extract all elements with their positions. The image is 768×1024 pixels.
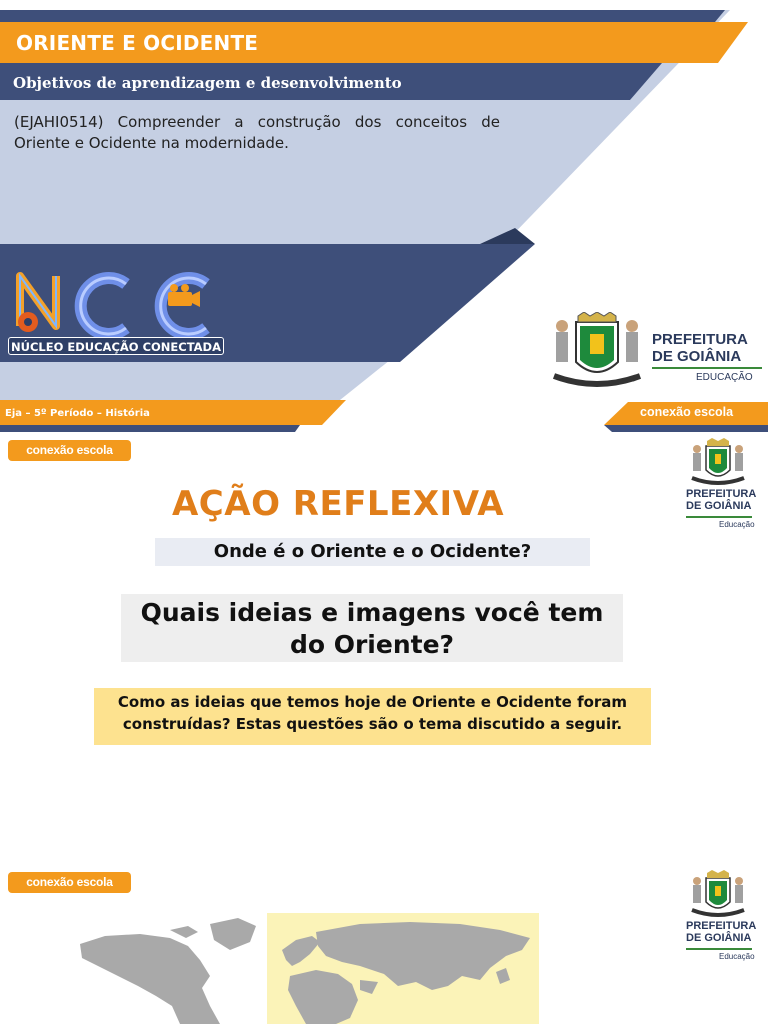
conexao-escola-logo: conexão escola xyxy=(8,872,131,893)
learning-objective: (EJAHI0514) Compreender a construção dos conceitos de Oriente e Ocidente na modernidade. xyxy=(14,113,500,152)
prefeitura-logo xyxy=(686,438,766,528)
ncc-logo-label: NÚCLEO EDUCAÇÃO CONECTADA xyxy=(8,337,224,355)
goiania-coat-of-arms-icon xyxy=(688,438,748,486)
goiania-coat-of-arms-icon xyxy=(688,870,748,918)
reflection-slide xyxy=(0,432,768,864)
prefeitura-subtitle: EDUCAÇÃO xyxy=(696,372,753,383)
goiania-coat-of-arms-icon xyxy=(548,312,646,388)
prefeitura-name: PREFEITURA DE GOIÂNIA xyxy=(686,488,757,512)
question-construction: Como as ideias que temos hoje de Oriente e Ocidente foram construídas? Estas questões são o tema discutido a seguir. xyxy=(94,688,651,745)
slide-subtitle: Objetivos de aprendizagem e desenvolvimento xyxy=(13,74,402,92)
map-slide xyxy=(0,864,768,1024)
section-heading: AÇÃO REFLEXIVA xyxy=(171,484,505,524)
conexao-escola-logo: conexão escola xyxy=(640,405,734,419)
prefeitura-subtitle: Educação xyxy=(719,952,755,961)
prefeitura-divider xyxy=(686,516,752,518)
conexao-escola-logo: conexão escola xyxy=(8,440,131,461)
question-ideas: Quais ideias e imagens você tem do Oriente? xyxy=(121,594,623,662)
prefeitura-logo xyxy=(686,870,766,960)
prefeitura-name: PREFEITURA DE GOIÂNIA xyxy=(686,920,757,944)
world-map-icon xyxy=(60,910,550,1024)
question-where: Onde é o Oriente e o Ocidente? xyxy=(155,538,590,566)
slide-title: ORIENTE E OCIDENTE xyxy=(16,31,259,55)
prefeitura-subtitle: Educação xyxy=(719,520,755,529)
course-footer: Eja – 5º Período – História xyxy=(5,408,150,419)
title-slide xyxy=(0,0,768,432)
prefeitura-divider xyxy=(652,367,762,369)
prefeitura-name: PREFEITURA DE GOIÂNIA xyxy=(652,331,748,365)
prefeitura-divider xyxy=(686,948,752,950)
